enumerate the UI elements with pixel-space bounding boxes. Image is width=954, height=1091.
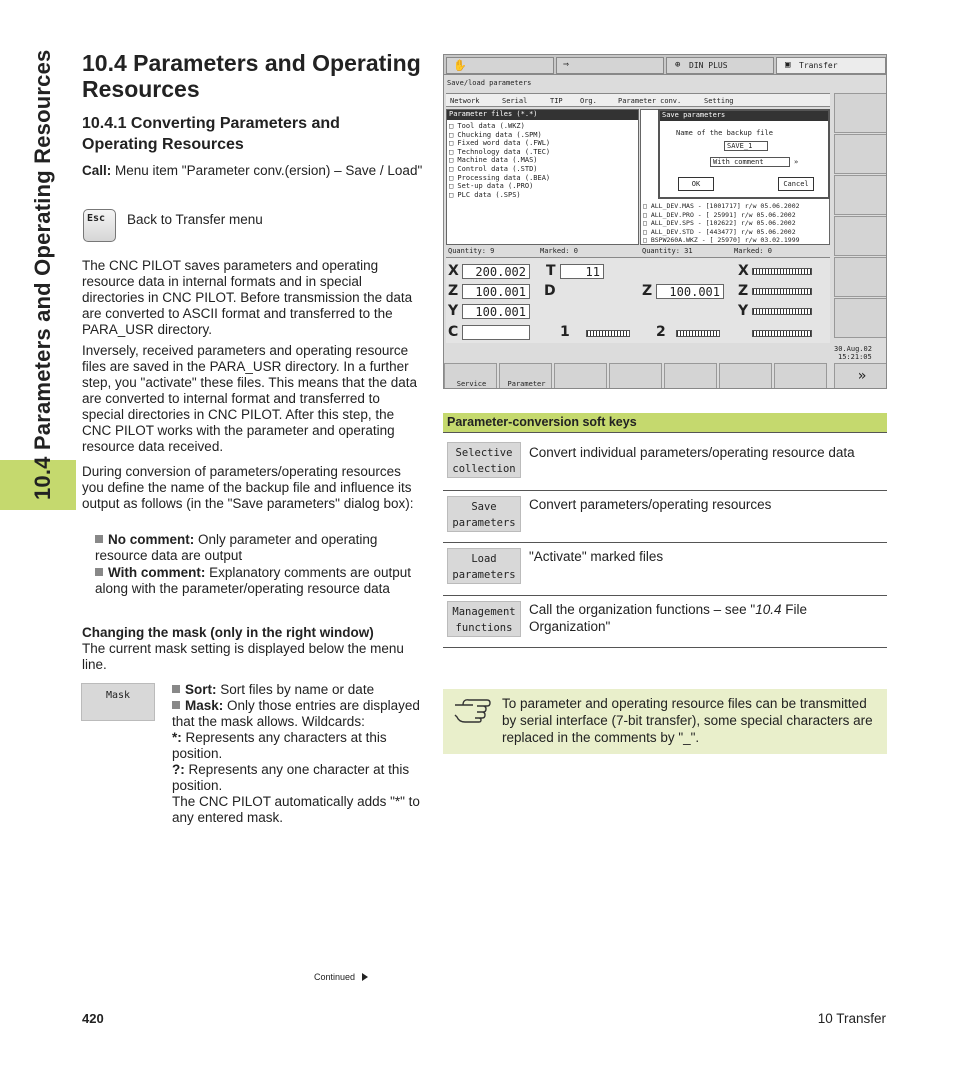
bullet-icon: [95, 535, 103, 543]
time-display: 15:21:05: [838, 353, 872, 361]
mask-softkey-icon: Mask: [81, 683, 155, 721]
note-text: To parameter and operating resource files can be transmitted by serial interface (7-bit transfer), some special characters are replaced in the comments by "_".: [502, 696, 873, 745]
auto-text: The CNC PILOT automatically adds "*" to any entered mask.: [172, 794, 420, 825]
tab-transfer: [776, 57, 886, 74]
spindle-2-label: 2: [656, 324, 666, 340]
load-parameters-key-icon: [447, 548, 521, 584]
backup-name-input[interactable]: SAVE_1: [724, 141, 768, 151]
arrow-icon: ⇒: [563, 59, 570, 70]
list-item[interactable]: □ ALL_DEV.MAS - [1001717] r/w 05.06.2002: [643, 202, 800, 210]
esc-key-icon: Esc: [83, 209, 116, 242]
row-description: Convert individual parameters/operating resource data: [529, 445, 855, 460]
save-dialog: [658, 109, 830, 199]
machine-display: [446, 257, 830, 343]
sort-text: Sort files by name or date: [216, 682, 375, 697]
vertical-softkey-5[interactable]: [834, 257, 887, 297]
z-load-gauge: [752, 288, 812, 295]
y-load-gauge: [752, 308, 812, 315]
hand-icon: ✋: [453, 59, 467, 72]
menu-serial: Serial: [502, 97, 528, 105]
menu-network: Network: [450, 97, 480, 105]
page-number: 420: [82, 1011, 104, 1026]
key-line-2: parameters: [452, 517, 516, 529]
paragraph-2: Inversely, received parameters and operating resource files are saved in the PARA_USR directory. In a further step, you "activate" these files. This means that the data are converted to internal format and transferred to special directories in CNC PILOT. After this step, the CNC PILOT works with the parameter and operating resource data received.: [82, 343, 418, 454]
note-box: [443, 689, 887, 754]
page-title: 10.4 Parameters and Operating Resources: [82, 50, 421, 102]
continued-label: [314, 972, 368, 982]
list-item[interactable]: □ PLC data (.SPS): [449, 190, 521, 199]
key-line-1: Load: [471, 553, 497, 565]
vertical-softkey-1[interactable]: [834, 93, 887, 133]
cancel-button[interactable]: Cancel: [778, 177, 814, 191]
bullet-icon: [172, 701, 180, 709]
list-item[interactable]: □ Technology data (.TEC): [449, 147, 551, 156]
comment-select[interactable]: With comment: [710, 157, 790, 167]
call-text: Menu item "Parameter conv.(ersion) – Save / Load": [111, 163, 423, 178]
list-item[interactable]: □ Machine data (.MAS): [449, 156, 538, 165]
spindle1-gauge: [586, 330, 630, 337]
key-line-2: collection: [452, 463, 516, 475]
call-paragraph: [82, 163, 424, 179]
softkey-empty-7[interactable]: [774, 363, 827, 389]
mask-description: [172, 682, 427, 826]
row-description: "Activate" marked files: [529, 549, 664, 564]
softkey-parameter[interactable]: Parameter: [499, 363, 552, 389]
list-item[interactable]: □ Set-up data (.PRO): [449, 182, 534, 191]
list-item[interactable]: □ BSPW260A.WKZ - [ 25970] r/w 03.02.1999: [643, 236, 800, 245]
table-row: [443, 491, 887, 543]
menu-org: Org.: [580, 97, 597, 105]
menu-setting: Setting: [704, 97, 734, 105]
paragraph-1: The CNC PILOT saves parameters and operating resource data in internal formats and in special directories in CNC PILOT. Before transmission the data are converted to ASCII format and transferred to the PARA_USR directory.: [82, 258, 413, 337]
disk-icon: ▣: [785, 60, 791, 70]
mask-label: Mask:: [185, 698, 224, 713]
d-label: D: [544, 283, 556, 299]
table-row: [443, 433, 887, 491]
din-plus-icon: ⊕: [675, 60, 681, 70]
section-title: 10.4.1 Converting Parameters and Operating Resources: [82, 115, 340, 153]
z-value: 100.001: [462, 284, 530, 299]
vertical-softkey-2[interactable]: [834, 134, 887, 174]
table-row: [443, 543, 887, 596]
z2-value: 100.001: [656, 284, 724, 299]
option-no-comment: [95, 532, 425, 564]
bullet-icon: [172, 685, 180, 693]
key-line-2: parameters: [452, 569, 516, 581]
cnc-screenshot: [443, 54, 887, 389]
axis-z2-label: Z: [642, 283, 653, 299]
vertical-softkey-6[interactable]: [834, 298, 887, 338]
key-line-2: functions: [455, 622, 513, 634]
spindle2-gauge: [676, 330, 720, 337]
table-row: [443, 596, 887, 648]
continue-arrow-icon: [362, 973, 368, 981]
dialog-label: Name of the backup file: [676, 129, 773, 137]
selective-collection-key-icon: [447, 442, 521, 478]
key-line-1: Selective: [455, 447, 513, 459]
key-line-1: Save: [471, 501, 497, 513]
axis-x-label: X: [448, 263, 459, 279]
vertical-softkey-3[interactable]: [834, 175, 887, 215]
question-label: ?:: [172, 762, 185, 777]
spindle-1-label: 1: [560, 324, 570, 340]
quantity-left: Quantity: 9: [448, 247, 495, 255]
softkey-empty-3[interactable]: [554, 363, 607, 389]
desc-text: Call the organization functions – see ": [529, 602, 756, 617]
x-value: 200.002: [462, 264, 530, 279]
option-label: With comment:: [108, 565, 206, 580]
management-functions-key-icon: [447, 601, 521, 637]
vertical-softkey-4[interactable]: [834, 216, 887, 256]
axis-x-gauge-label: X: [738, 263, 749, 279]
softkey-service[interactable]: Service: [444, 363, 497, 389]
list-item[interactable]: □ ALL_DEV.STD - [443477] r/w 05.06.2002: [643, 227, 796, 236]
row-description: [529, 601, 884, 635]
softkey-empty-4[interactable]: [609, 363, 662, 389]
axis-y-gauge-label: Y: [738, 303, 749, 319]
list-item[interactable]: □ Processing data (.BEA): [449, 173, 551, 182]
option-with-comment: [95, 565, 425, 597]
axis-y-label: Y: [448, 303, 459, 319]
list-item[interactable]: □ ALL_DEV.PRO - [ 25991] r/w 05.06.2002: [643, 210, 796, 219]
more-softkeys-icon[interactable]: »: [834, 363, 887, 389]
tab-auto: [556, 57, 664, 74]
c-value: [462, 325, 530, 340]
quantity-right: Quantity: 31: [642, 247, 693, 255]
spindle-load-gauge: [752, 330, 812, 337]
cnc-tabbar: [444, 55, 887, 75]
save-parameters-key-icon: [447, 496, 521, 532]
axis-c-label: C: [448, 324, 459, 340]
row-description: Convert parameters/operating resources: [529, 497, 772, 512]
desc-text: File Organization": [529, 602, 807, 634]
select-arrow-icon: »: [794, 158, 799, 166]
tab-label: DIN PLUS: [689, 61, 728, 70]
mask-section: [82, 625, 424, 673]
list-item[interactable]: □ ALL_DEV.SPS - [102622] r/w 05.06.2002: [643, 219, 796, 228]
tab-manual: [446, 57, 554, 74]
marked-left: Marked: 0: [540, 247, 578, 255]
axis-z-gauge-label: Z: [738, 283, 749, 299]
softkey-empty-5[interactable]: [664, 363, 717, 389]
tab-label: Transfer: [799, 61, 838, 70]
esc-description: Back to Transfer menu: [127, 212, 263, 227]
question-text: Represents any one character at this position.: [172, 762, 410, 793]
cnc-window-title: Save/load parameters: [447, 79, 532, 87]
left-file-window: [446, 109, 639, 245]
tool-t-label: T: [546, 263, 556, 279]
list-item[interactable]: □ Fixed word data (.FWL): [449, 139, 551, 148]
softkey-table-header: Parameter-conversion soft keys: [443, 413, 887, 432]
continued-text: Continued: [314, 972, 356, 982]
softkey-empty-6[interactable]: [719, 363, 772, 389]
date-display: 30.Aug.02: [834, 345, 872, 353]
axis-z-label: Z: [448, 283, 459, 299]
pointing-hand-icon: [453, 697, 491, 723]
call-label: Call:: [82, 163, 112, 178]
paragraph-3: During conversion of parameters/operating resources you define the name of the backup file and influence its output as follows (in the "Save parameters" dialog box):: [82, 464, 414, 511]
option-text: Explanatory comments are output along with the parameter/operating resource data: [95, 565, 411, 596]
menu-tip: TIP: [550, 97, 563, 105]
y-value: 100.001: [462, 304, 530, 319]
star-text: Represents any characters at this position.: [172, 730, 387, 761]
side-tab-label: 10.4 Parameters and Operating Resources: [30, 49, 55, 500]
marked-right: Marked: 0: [734, 247, 772, 255]
mask-section-text: The current mask setting is displayed below the menu line.: [82, 641, 404, 672]
menu-parameter-conv: Parameter conv.: [618, 97, 682, 105]
ok-button[interactable]: OK: [678, 177, 714, 191]
list-item[interactable]: □ Tool data (.WKZ): [449, 122, 525, 130]
chapter-side-tab: [0, 0, 66, 1091]
t-value: 11: [560, 264, 604, 279]
list-item[interactable]: □ Control data (.STD): [449, 165, 538, 173]
cnc-menu: [446, 93, 830, 107]
dialog-title: Save parameters: [660, 111, 828, 121]
option-label: No comment:: [108, 532, 195, 547]
mask-text: Only those entries are displayed that the mask allows. Wildcards:: [172, 698, 420, 729]
x-load-gauge: [752, 268, 812, 275]
sort-label: Sort:: [185, 682, 217, 697]
option-text: Only parameter and operating resource data are output: [95, 532, 378, 563]
mask-section-title: Changing the mask (only in the right window): [82, 625, 374, 640]
list-item[interactable]: □ Chucking data (.SPM): [449, 130, 542, 139]
star-label: *:: [172, 730, 182, 745]
tab-din-plus: [666, 57, 774, 74]
left-window-header: Parameter files (*.*): [447, 110, 638, 120]
bullet-icon: [95, 568, 103, 576]
key-line-1: Management: [452, 606, 516, 618]
cross-reference-link[interactable]: 10.4: [755, 602, 782, 617]
chapter-footer: 10 Transfer: [817, 1011, 886, 1026]
